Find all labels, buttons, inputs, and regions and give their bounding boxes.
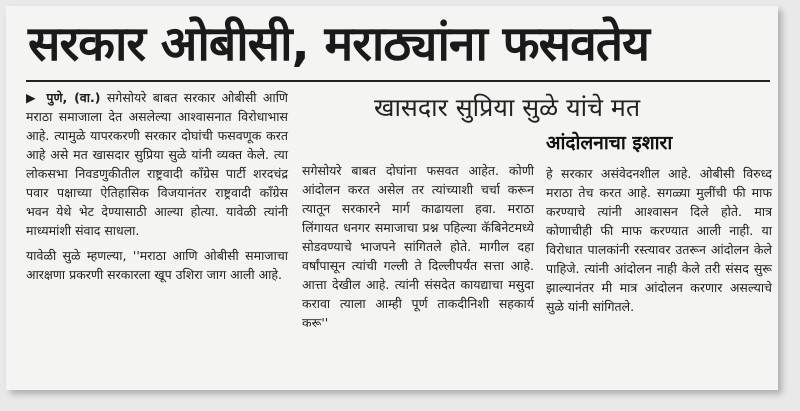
paragraph-text: सगेसोयरे बाबत सरकार ओबीसी आणि मराठा समाजाला देत असलेल्या आश्वासनात विरोधाभास आहे. त्यामुळे यापरकरणी सरकार दोघांची फसवणूक करत आहे असे मत खासदार सुप्रिया सुळे यांनी व्यक्त केले. त्या लोकसभा निवडणुकीतील राष्ट्रवादी कॉंग्रेस पार्टी शरदचंद्र पवार पक्षाच्या ऐतिहासिक विजयानंतर राष्ट्रवादी कॉंग्रेस भवन येथे भेट देण्यासाठी आल्या होत्या. यावेळी त्यांनी माध्यमांशी संवाद साधला. — [26, 90, 288, 238]
article-column-3 — [546, 164, 772, 316]
section-heading: आंदोलनाचा इशारा — [546, 132, 673, 154]
headline-rule — [26, 80, 770, 82]
dateline-bullet-icon: ▶ — [26, 90, 39, 105]
dateline: पुणे, (वा.) — [46, 90, 101, 105]
article-column-2 — [302, 161, 534, 332]
article-paragraph: सगेसोयरे बाबत दोघांना फसवत आहेत. कोणी आंदोलन करत असेल तर त्यांच्याशी चर्चा करून त्यातून सरकारने मार्ग काढायला हवा. मराठा लिंगायत धनगर समाजाचा प्रश्न पहिल्या कॅबिनेटमध्ये सोडवण्याचे भाजपने सांगितले होते. मागील दहा वर्षांपासून त्यांची गल्ली ते दिल्लीपर्यंत सत्ता आहे. आत्ता देखील आहे. त्यांनी संसदेत कायद्याचा मसुदा करावा त्याला आम्ही पूर्ण ताकदीनिशी सहकार्य करू'' — [302, 163, 534, 330]
article-paragraph: यावेळी सुळे म्हणल्या, ''मराठा आणि ओबीसी समाजाचा आरक्षणा प्रकरणी सरकारला खूप उशिरा जाग आली आहे. — [26, 248, 288, 282]
article-paragraph — [26, 88, 288, 240]
newspaper-clipping — [6, 6, 778, 390]
subheadline: खासदार सुप्रिया सुळे यांचे मत — [374, 93, 641, 122]
article-column-1 — [26, 88, 288, 284]
article-paragraph: हे सरकार असंवेदनशील आहे. ओबीसी विरुध्द मराठा तेच करत आहे. सगळ्या मुलींची फी माफ करण्याचे त्यांनी आश्वासन दिले होते. मात्र कोणाचीही फी माफ करण्यात आली नाही. या विरोधात पालकांनी रस्त्यावर उतरून आंदोलन केले पाहिजे. त्यांनी आंदोलन नाही केले तरी संसद सुरू झाल्यानंतर मी मात्र आंदोलन करणार असल्याचे सुळे यांनी सांगितले. — [546, 166, 772, 314]
headline: सरकार ओबीसी, मराठ्यांना फसवतेय — [28, 16, 650, 72]
